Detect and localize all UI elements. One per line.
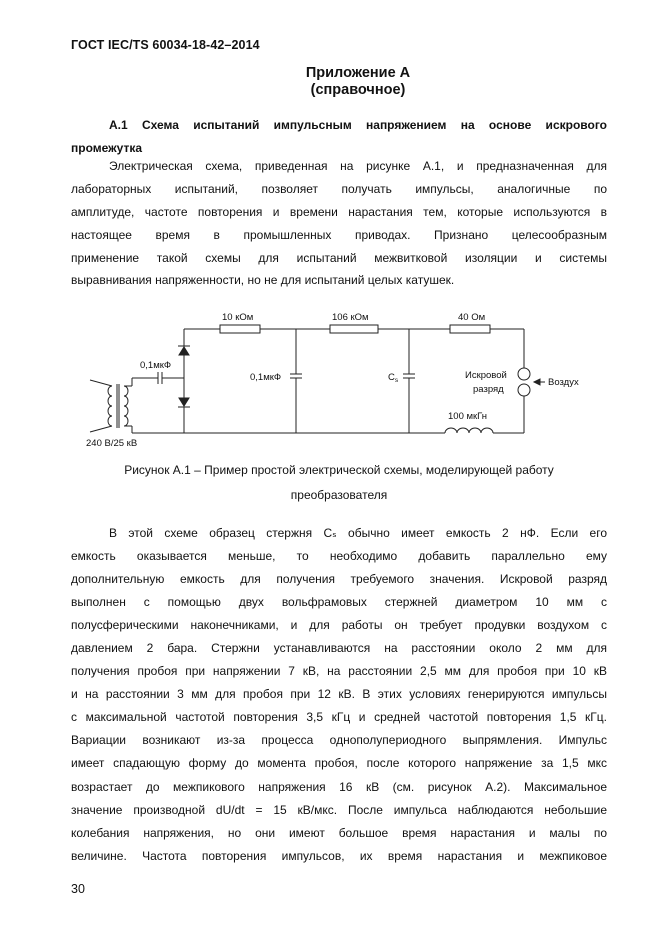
label-cs-capacitor: $C_s$ xyxy=(388,372,399,384)
inductor-coil xyxy=(445,428,493,433)
resistor-106k xyxy=(330,325,378,333)
air-arrow-icon xyxy=(534,379,540,385)
transformer-secondary xyxy=(124,386,128,426)
label-spark-gap-line-2: разряд xyxy=(473,384,504,395)
text-line: настоящее время в промышленных приводах. Признано целесообразным xyxy=(71,227,607,242)
section-heading-line-2: промежутка xyxy=(71,141,143,155)
resistor-40 xyxy=(450,325,490,333)
text-line: полусферическими наконечниками, и для работы он требует продувки воздухом с xyxy=(71,618,607,633)
paragraph-intro xyxy=(71,155,607,292)
figure-caption xyxy=(71,458,607,508)
text-line: лабораторных испытаний, позволяет получать импульсы, аналогичные по xyxy=(71,181,607,196)
document-code: ГОСТ IEC/TS 60034-18-42–2014 xyxy=(71,38,260,52)
section-heading xyxy=(71,114,607,160)
text-line: значение производной dU/dt = 15 кВ/мкс. После импульса наблюдаются небольшие xyxy=(71,802,607,817)
appendix-title: Приложение А xyxy=(305,65,411,81)
transformer-primary xyxy=(108,386,112,426)
text-line: имеет спадающую форму до момента пробоя, после которого напряжение за 1,5 мкс xyxy=(71,756,607,771)
text-line: получения пробоя при напряжении 7 кВ, на расстоянии 2,5 мм для пробоя при 10 кВ xyxy=(71,664,607,679)
text-line: возрастает до межпикового напряжения 16 кВ (см. рисунок А.2). Максимальное xyxy=(71,779,607,794)
text-line: выполнен с помощью двух вольфрамовых стержней диаметром 10 мм с xyxy=(71,595,607,610)
page-number: 30 xyxy=(71,882,85,896)
label-air: Воздух xyxy=(548,377,579,388)
figure-caption-line-1: Рисунок А.1 – Пример простой электрической схемы, моделирующей работу xyxy=(124,463,554,477)
appendix-title-block xyxy=(0,65,661,99)
label-resistor-10k: 10 кОм xyxy=(222,312,254,323)
text-line: В этой схеме образец стержня Cₛ обычно имеет емкость 2 нФ. Если его xyxy=(109,526,607,540)
text-line: емкость оказывается меньше, то необходимо добавить параллельно ему xyxy=(71,549,607,564)
text-line: давлением 2 бара. Стержни устанавливаются на расстоянии около 2 мм для xyxy=(71,641,607,656)
label-resistor-40: 40 Ом xyxy=(458,312,486,323)
label-shunt-capacitor: 0,1мкФ xyxy=(250,372,282,383)
text-line: дополнительную емкость для получения требуемого значения. Искровой разряд xyxy=(71,572,607,587)
diode-lower xyxy=(179,398,189,406)
label-transformer: 240 В/25 кВ xyxy=(86,438,138,449)
spark-gap-upper-electrode xyxy=(518,368,530,380)
circuit-diagram xyxy=(80,300,600,450)
circuit-schematic xyxy=(80,300,600,450)
text-line: и на расстоянии 3 мм для пробоя при 12 кВ. В этих условиях генерируются импульсы xyxy=(71,687,607,702)
paragraph-description xyxy=(71,522,607,868)
text-line: Электрическая схема, приведенная на рисунке А.1, и предназначенная для xyxy=(109,159,607,173)
text-line: выравнивания напряженности, но не для испытаний целых катушек. xyxy=(71,273,455,288)
label-inductor: 100 мкГн xyxy=(448,411,488,422)
label-spark-gap-line-1: Искровой xyxy=(465,370,507,381)
text-line: с максимальной частотой повторения 3,5 кГц и средней частотой повторения 1,5 кГц. xyxy=(71,710,607,725)
section-heading-line-1: А.1 Схема испытаний импульсным напряжением на основе искрового xyxy=(109,118,607,132)
spark-gap-lower-electrode xyxy=(518,384,530,396)
text-line: амплитуде, частоте повторения и времени нарастания тем, которые используются в xyxy=(71,204,607,219)
resistor-10k xyxy=(220,325,260,333)
label-coupling-capacitor: 0,1мкФ xyxy=(140,360,172,371)
text-line: величине. Частота повторения импульсов, их время нарастания и межпиковое xyxy=(71,848,607,863)
figure-caption-line-2: преобразователя xyxy=(290,488,388,502)
appendix-subtitle: (справочное) xyxy=(310,82,406,98)
diode-upper xyxy=(179,347,189,355)
text-line: колебания напряжения, но они имеют большое время нарастания и малы по xyxy=(71,825,607,840)
label-resistor-106k: 106 кОм xyxy=(332,312,369,323)
text-line: Вариации возникают из-за процесса однополупериодного выпрямления. Импульс xyxy=(71,733,607,748)
text-line: применение такой схемы для испытаний межвитковой изоляции и системы xyxy=(71,250,607,265)
